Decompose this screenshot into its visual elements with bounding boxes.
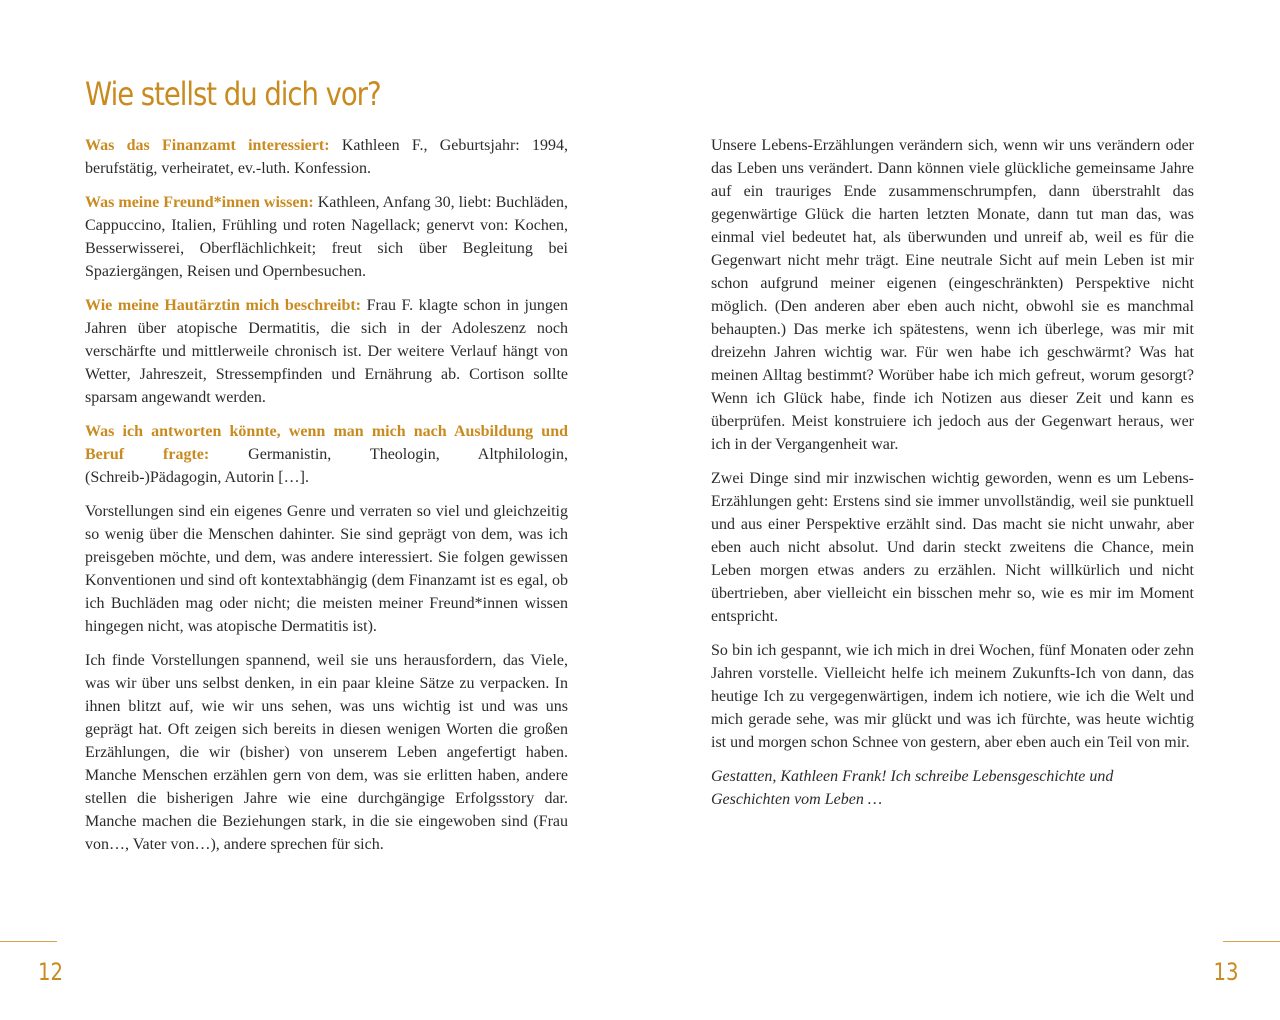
right-folio-rule — [1223, 941, 1280, 942]
paragraph-ausbildung — [85, 420, 568, 489]
paragraph-lead: Wie meine Hautärztin mich beschreibt: — [85, 297, 362, 314]
body-paragraph: So bin ich gespannt, wie ich mich in drei Wochen, fünf Monaten oder zehn Jahren vorstelle. Vielleicht helfe ich meinem Zukunfts-Ich von dann, das heutige Ich zu vergegenwärtigen, indem ich notiere, wie ich die Welt und mich gerade sehe, was mir glückt und was ich fürchte, was heute wichtig ist und morgen schon Schnee von gestern, aber eben auch ein Teil von mir. — [711, 642, 1194, 751]
body-paragraph: Zwei Dinge sind mir inzwischen wichtig geworden, wenn es um Lebens-Erzählungen geht: Erstens sind sie immer unvollständig, weil sie punktuell und aus einer Perspektive erzählt sind. Das macht sie nicht unwahr, aber eben auch nicht absolut. Und darin steckt zweitens die Chance, mein Leben morgen etwas anders zu erzählen. Nicht willkürlich und nicht übertrieben, aber vielleicht ein bisschen mehr so, wie es mir im Moment entspricht. — [711, 470, 1194, 625]
paragraph-freundinnen — [85, 191, 568, 283]
left-column — [85, 134, 568, 867]
page-title: Wie stellst du dich vor? — [85, 75, 381, 113]
left-folio-rule — [0, 941, 57, 942]
paragraph-text: Frau F. klagte schon in jungen Jahren über atopische Dermatitis, die sich in der Adoleszenz noch verschärfte und mittlerweile chronisch ist. Der weitere Verlauf hängt von Wetter, Jahreszeit, Stressempfinden und Ernährung ab. Cortison sollte sparsam angewandt werden. — [85, 297, 569, 406]
body-paragraph: Unsere Lebens-Erzählungen verändern sich, wenn wir uns verändern oder das Leben uns verändert. Dann können viele glückliche gemeinsame Jahre auf ein trauriges Ende zusammenschrumpfen, dann überstrahlt das gegenwärtige Glück die harten letzten Monate, dann tut man das, was einmal viel bedeutet hat, als überwunden und unreif ab, weil es für die Gegenwart nicht mehr trägt. Eine neutrale Sicht auf mein Leben ist mir schon aufgrund meiner eigenen (eingeschränkten) Perspektive nicht möglich. (Den anderen aber eben auch nicht, obwohl sie es manchmal behaupten.) Das merke ich spätestens, wenn ich überlege, was mir mit dreizehn Jahren wichtig war. Für wen habe ich geschwärmt? Was hat meinen Alltag bestimmt? Worüber habe ich mich gefreut, worum gesorgt? Wenn ich Glück habe, finde ich Notizen aus dieser Zeit und kann es überprüfen. Meist konstruiere ich jedoch aus der Gegenwart heraus, wer ich in der Vergangenheit war. — [711, 137, 1194, 453]
paragraph-lead: Was das Finanzamt interessiert: — [85, 137, 330, 154]
page-number-left: 12 — [38, 958, 64, 986]
closing-line: Gestatten, Kathleen Frank! Ich schreibe Lebensgeschichte und Geschichten vom Leben … — [711, 768, 1114, 808]
body-paragraph: Ich finde Vorstellungen spannend, weil sie uns herausfordern, das Viele, was wir über uns selbst denken, in ein paar kleine Sätze zu verpacken. In ihnen blitzt auf, wie wir uns sehen, was uns wichtig ist und was uns geprägt hat. Oft zeigen sich bereits in diesen wenigen Worten die großen Erzählungen, die wir (bisher) von unserem Leben angefertigt haben. Manche Menschen erzählen gern von dem, was sie erlitten haben, andere stellen die bisherigen Jahre wie eine durchgängige Erfolgsstory dar. Manche machen die Beziehungen stark, in die sie eingewoben sind (Frau von…, Vater von…), andere sprechen für sich. — [85, 652, 568, 853]
body-paragraph: Vorstellungen sind ein eigenes Genre und verraten so viel und gleichzeitig so wenig über die Menschen dahinter. Sie sind geprägt von dem, was ich preisgeben möchte, und dem, was andere interessiert. Sie folgen gewissen Konventionen und sind oft kontextabhängig (dem Finanzamt ist es egal, ob ich Buchläden mag oder nicht; die meisten meiner Freund*innen wissen hingegen nicht, was atopische Dermatitis ist). — [85, 503, 568, 635]
right-column — [711, 134, 1194, 822]
paragraph-text: Kathleen F., Geburtsjahr: 1994, berufstätig, verheiratet, ev.-luth. Konfession. — [85, 137, 568, 177]
paragraph-text: Kathleen, Anfang 30, liebt: Buchläden, Cappuccino, Italien, Frühling und roten Nagellack; genervt von: Kochen, Besserwisserei, Oberflächlichkeit; freut sich über Begleitung bei Spaziergängen, Reisen und Opernbesuchen. — [85, 194, 569, 280]
paragraph-lead: Was ich antworten könnte, wenn man mich nach Ausbildung und Beruf fragte: — [85, 423, 568, 463]
paragraph-text: Germanistin, Theologin, Altphilologin, (Schreib-)Pädagogin, Autorin […]. — [85, 446, 568, 486]
paragraph-hautaerztin — [85, 294, 568, 409]
page-number-right: 13 — [1213, 958, 1239, 986]
paragraph-finanzamt — [85, 134, 568, 180]
paragraph-lead: Was meine Freund*innen wissen: — [85, 194, 314, 211]
